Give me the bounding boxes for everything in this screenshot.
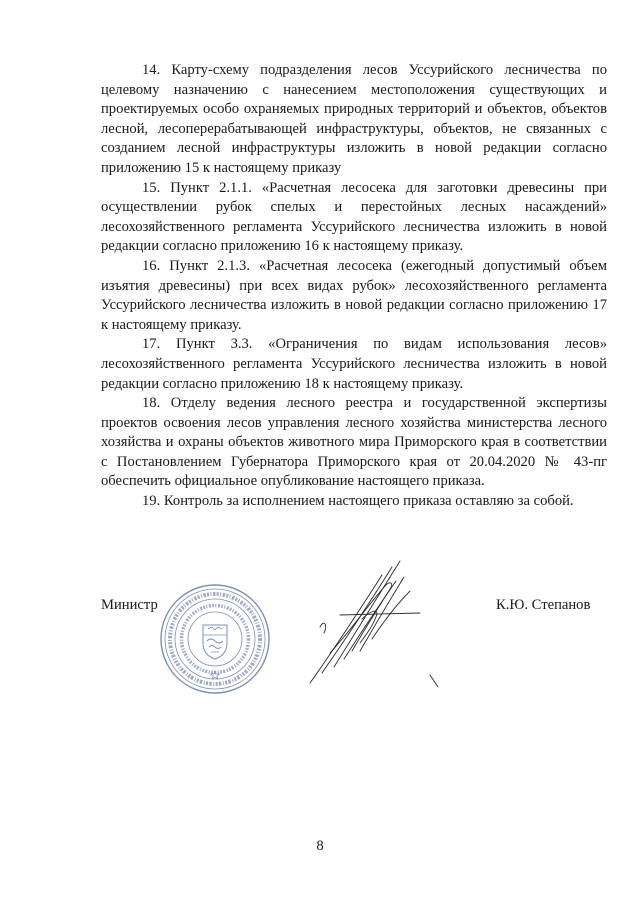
paragraph-16: 16. Пункт 2.1.3. «Расчетная лесосека (ежегодный допустимый объем изъятия древесины) при всех видах рубок» лесохозяйственного регламента Уссурийского лесничества изложить в новой редакции согласно приложению 17 к настоящему приказу.	[101, 257, 607, 333]
paragraph-17: 17. Пункт 3.3. «Ограничения по видам использования лесов» лесохозяйственного регламента Уссурийского лесничества изложить в новой редакции согласно приложению 18 к настоящему приказу.	[101, 336, 607, 392]
signatory-title: Министр	[101, 597, 158, 613]
paragraph-18: 18. Отделу ведения лесного реестра и государственной экспертизы проектов освоения лесов управления лесного хозяйства министерства лесного хозяйства и охраны объектов животного мира Приморского края в соответствии с Постановлением Губернатора Приморского края от 20.04.2020 № 43-пг обеспечить официальное опубликование настоящего приказа.	[101, 395, 607, 490]
paragraph-14: 14. Карту-схему подразделения лесов Уссурийского лесничества по целевому назначению с нанесением местоположения существующих и проектируемых особо охраняемых природных территорий и объектов, объектов лесной, лесоперерабатывающей инфраструктуры, объектов, не связанных с созданием лесной инфраструктуры изложить в новой редакции согласно приложению 15 к настоящему приказу	[101, 62, 607, 176]
paragraph-19: 19. Контроль за исполнением настоящего приказа оставляю за собой.	[142, 493, 574, 510]
handwritten-signature-icon	[300, 555, 450, 690]
signatory-name: К.Ю. Степанов	[496, 597, 591, 613]
page-number: 8	[316, 838, 324, 854]
document-body	[101, 61, 607, 512]
paragraph-15: 15. Пункт 2.1.1. «Расчетная лесосека для заготовки древесины при осуществлении рубок спелых и перестойных лесных насаждений» лесохозяйственного регламента Уссурийского лесничества изложить в новой редакции согласно приложению 16 к настоящему приказу.	[101, 179, 607, 255]
official-seal-icon	[159, 583, 271, 695]
